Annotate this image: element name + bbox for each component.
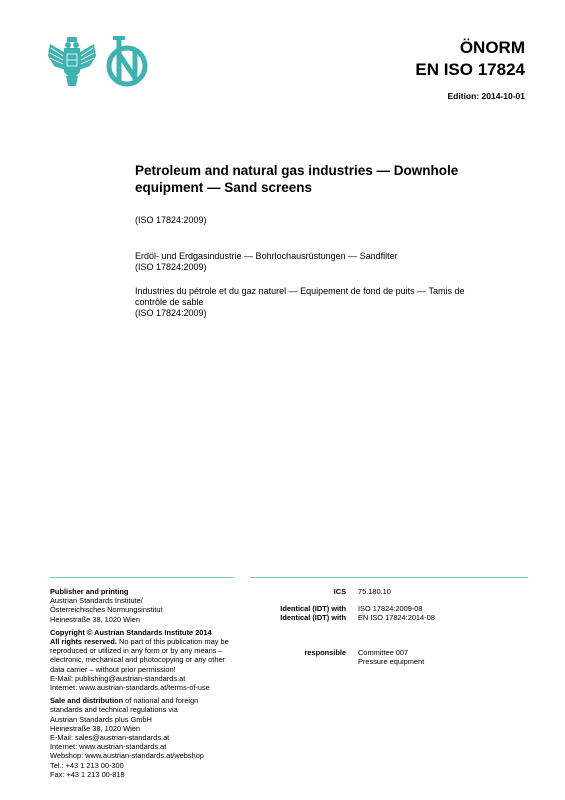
document-title-english: Petroleum and natural gas industries — Downhole equipment — Sand screens: [135, 163, 459, 195]
title-german-block: [135, 251, 485, 273]
identical-label: Identical (IDT) with: [280, 613, 346, 622]
rights-notice: [50, 637, 240, 646]
iso-reference-english: (ISO 17824:2009): [135, 215, 207, 225]
title-french-block: [135, 286, 475, 319]
publisher-line: Österreichisches Normungsinstitut: [50, 605, 163, 615]
ics-label: ICS: [333, 587, 346, 596]
iso-reference-german: (ISO 17824:2009): [135, 262, 207, 272]
edition-date: Edition: 2014-10-01: [447, 91, 525, 101]
internet-url: Internet: www.austrian-standards.at: [50, 742, 167, 752]
copyright-heading: Copyright © Austrian Standards Institute 2014: [50, 627, 212, 637]
identical-value: EN ISO 17824:2014-08: [358, 613, 435, 622]
identical-label: Identical (IDT) with: [280, 604, 346, 613]
telephone: Tel.: +43 1 213 00-300: [50, 760, 124, 770]
responsible-label: responsible: [304, 648, 346, 657]
sale-bold: Sale and distribution: [50, 696, 124, 706]
rights-text: data carrier – without prior permission!: [50, 664, 176, 674]
austrian-eagle-logo: [46, 36, 98, 88]
rights-text: reproduced or utilized in any form or by any means –: [50, 646, 223, 656]
webshop-url: Webshop: www.austrian-standards.at/webshop: [50, 751, 204, 761]
identical-value: ISO 17824:2009-08: [358, 604, 423, 613]
sales-email: E-Mail: sales@austrian-standards.at: [50, 733, 170, 743]
terms-url: Internet: www.austrian-standards.at/terms-of-use: [50, 683, 210, 693]
ics-value: 75.180.10: [358, 587, 391, 596]
footer-divider-right: [250, 577, 528, 578]
publisher-heading: Publisher and printing: [50, 587, 129, 596]
responsible-subject: Pressure equipment: [358, 657, 425, 666]
publisher-info: [50, 587, 240, 779]
sale-text: Austrian Standards plus GmbH: [50, 714, 152, 724]
iso-reference-french: (ISO 17824:2009): [135, 308, 207, 318]
on-logo: [103, 36, 151, 88]
fax: Fax: +43 1 213 00-818: [50, 769, 125, 779]
footer-divider-left: [50, 577, 234, 578]
rights-text: electronic, mechanical and photocopying or any other: [50, 655, 226, 665]
standard-name: ÖNORM: [459, 38, 525, 57]
sale-address: Heinestraße 38, 1020 Wien: [50, 723, 140, 733]
rights-text: No part of this publication may be: [116, 637, 229, 647]
sale-text: standards and technical regulations via: [50, 705, 178, 715]
sale-notice: [50, 696, 240, 705]
publishing-email: E-Mail: publishing@austrian-standards.at: [50, 673, 186, 683]
standard-number: EN ISO 17824: [415, 60, 525, 79]
sale-text: of national and foreign: [123, 696, 199, 706]
rights-bold: All rights reserved.: [50, 637, 117, 647]
publisher-line: Austrian Standards Institute/: [50, 596, 143, 606]
document-title-german: Erdöl- und Erdgasindustrie — Bohrlochausrüstungen — Sandfilter: [135, 251, 398, 261]
document-title-french: Industries du pétrole et du gaz naturel — Equipement de fond de puits — Tamis de contrôle de sable: [135, 286, 465, 307]
publisher-address: Heinestraße 38, 1020 Wien: [50, 614, 140, 624]
responsible-committee: Committee 007: [358, 648, 409, 657]
